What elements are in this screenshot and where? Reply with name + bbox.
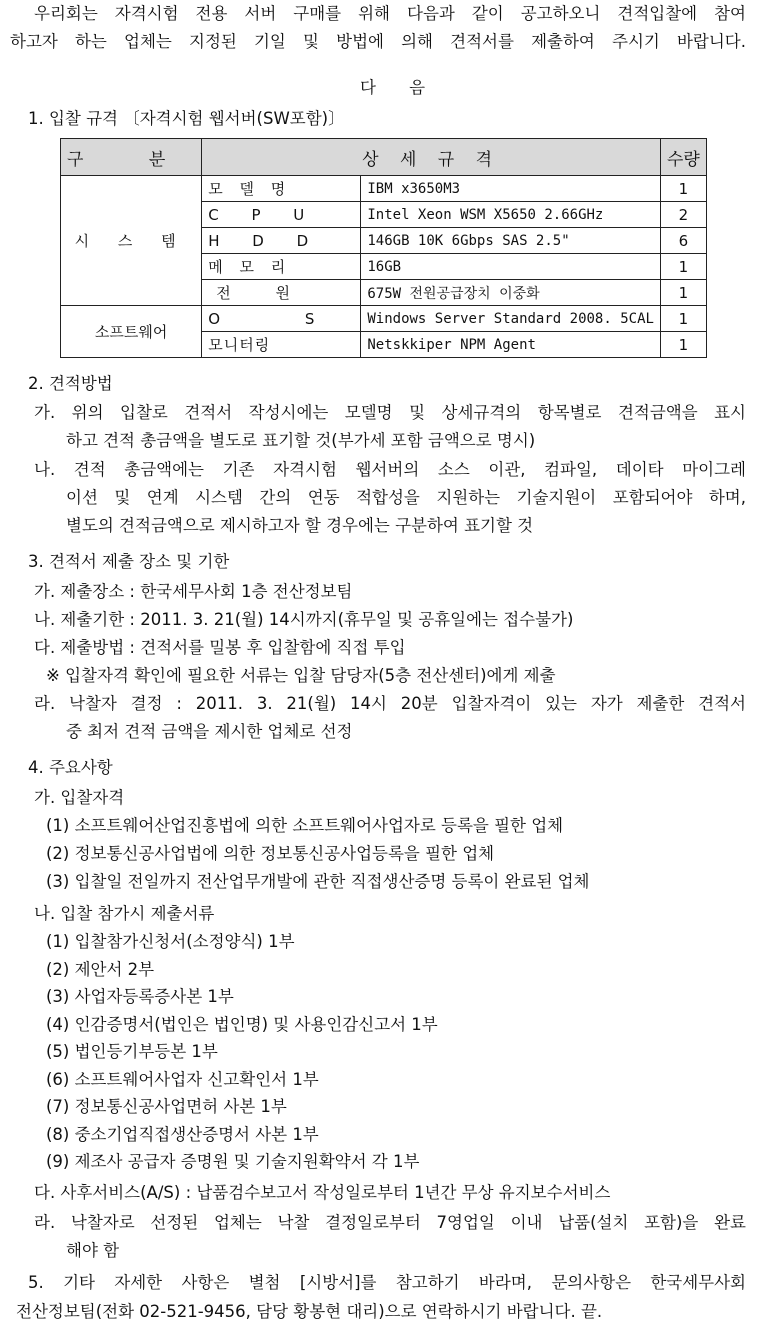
- sec5-line-2: 전산정보팀(전화 02-521-9456, 담당 황봉현 대리)으로 연락하시기 바랍니다. 끝.: [16, 1302, 603, 1321]
- spec-value: IBM x3650M3: [361, 176, 661, 202]
- sec3-line-da: 다. 제출방법 : 견적서를 밀봉 후 입찰함에 직접 투입: [34, 638, 406, 657]
- spec-value: 675W 전원공급장치 이중화: [361, 280, 661, 306]
- da-eum-heading: 다 음: [360, 78, 440, 97]
- qty-value: 1: [660, 306, 706, 332]
- spec-table: [60, 138, 707, 358]
- table-row: [61, 306, 707, 332]
- header-qty: 수량: [660, 139, 706, 176]
- qty-value: 1: [660, 332, 706, 358]
- sec4-na-item: (5) 법인등기부등본 1부: [46, 1042, 218, 1061]
- spec-value: Intel Xeon WSM X5650 2.66GHz: [361, 202, 661, 228]
- sec2-na-line-3: 별도의 견적금액으로 제시하고자 할 경우에는 구분하여 표기할 것: [66, 516, 534, 535]
- spec-value: Netskkiper NPM Agent: [361, 332, 661, 358]
- section-1-title: 1. 입찰 규격 〔자격시험 웹서버(SW포함)〕: [28, 109, 345, 128]
- header-spec: 상 세 규 격: [202, 139, 661, 176]
- sec4-ra-line-2: 해야 함: [66, 1241, 120, 1260]
- sec3-note: ※ 입찰자격 확인에 필요한 서류는 입찰 담당자(5층 전산센터)에게 제출: [46, 666, 556, 685]
- sec4-ra-line-1: 라. 낙찰자로 선정된 업체는 낙찰 결정일로부터 7영업일 이내 납품(설치 포함)을 완료: [34, 1213, 746, 1232]
- spec-value: 146GB 10K 6Gbps SAS 2.5": [361, 228, 661, 254]
- sec4-ga-item: (3) 입찰일 전일까지 전산업무개발에 관한 직접생산증명 등록이 완료된 업체: [46, 872, 590, 891]
- sec3-ra-line-1: 라. 낙찰자 결정 : 2011. 3. 21(월) 14시 20분 입찰자격이 있는 자가 제출한 견적서: [34, 694, 746, 713]
- section-3-title: 3. 견적서 제출 장소 및 기한: [28, 552, 230, 571]
- spec-value: Windows Server Standard 2008. 5CAL: [361, 306, 661, 332]
- sec4-ga-title: 가. 입찰자격: [34, 788, 125, 807]
- qty-value: 2: [660, 202, 706, 228]
- item-label: O S: [202, 306, 361, 332]
- sec4-na-item: (3) 사업자등록증사본 1부: [46, 987, 234, 1006]
- item-label: H D D: [202, 228, 361, 254]
- intro-line-1: 우리회는 자격시험 전용 서버 구매를 위해 다음과 같이 공고하오니 견적입찰에 참여: [34, 4, 746, 23]
- section-4-title: 4. 주요사항: [28, 758, 113, 777]
- sec2-ga-line-2: 하고 견적 총금액을 별도로 표기할 것(부가세 포함 금액으로 명시): [66, 431, 536, 450]
- sec4-na-item: (2) 제안서 2부: [46, 960, 155, 979]
- sec4-na-item: (7) 정보통신공사업면허 사본 1부: [46, 1097, 287, 1116]
- sec4-da: 다. 사후서비스(A/S) : 납품검수보고서 작성일로부터 1년간 무상 유지보수서비스: [34, 1183, 611, 1202]
- table-header-row: [61, 139, 707, 176]
- table-row: [61, 176, 707, 202]
- category-system: 시 스 템: [61, 176, 202, 306]
- sec5-line-1: 5. 기타 자세한 사항은 별첨 [시방서]를 참고하기 바라며, 문의사항은 한국세무사회: [28, 1273, 746, 1292]
- sec4-na-item: (4) 인감증명서(법인은 법인명) 및 사용인감신고서 1부: [46, 1015, 438, 1034]
- sec4-na-item: (6) 소프트웨어사업자 신고확인서 1부: [46, 1070, 319, 1089]
- intro-line-2: 하고자 하는 업체는 지정된 기일 및 방법에 의해 견적서를 제출하여 주시기 바랍니다.: [10, 32, 746, 51]
- qty-value: 6: [660, 228, 706, 254]
- sec4-ga-item: (1) 소프트웨어산업진흥법에 의한 소프트웨어사업자로 등록을 필한 업체: [46, 816, 564, 835]
- sec3-line-na: 나. 제출기한 : 2011. 3. 21(월) 14시까지(휴무일 및 공휴일에는 접수불가): [34, 610, 574, 629]
- section-2-title: 2. 견적방법: [28, 374, 113, 393]
- sec2-na-line-1: 나. 견적 총금액에는 기존 자격시험 웹서버의 소스 이관, 컴파일, 데이타 마이그레: [34, 460, 746, 479]
- sec3-line-ga: 가. 제출장소 : 한국세무사회 1층 전산정보팀: [34, 582, 353, 601]
- header-category: 구 분: [61, 139, 202, 176]
- item-label: 모 델 명: [202, 176, 361, 202]
- sec4-na-item: (1) 입찰참가신청서(소정양식) 1부: [46, 932, 295, 951]
- sec4-na-title: 나. 입찰 참가시 제출서류: [34, 904, 215, 923]
- sec2-ga-line-1: 가. 위의 입찰로 견적서 작성시에는 모델명 및 상세규격의 항목별로 견적금액을 표시: [34, 403, 746, 422]
- sec4-na-item: (9) 제조사 공급자 증명원 및 기술지원확약서 각 1부: [46, 1152, 420, 1171]
- item-label: 메 모 리: [202, 254, 361, 280]
- sec4-ga-item: (2) 정보통신공사업법에 의한 정보통신공사업등록을 필한 업체: [46, 844, 495, 863]
- item-label: C P U: [202, 202, 361, 228]
- category-software: 소프트웨어: [61, 306, 202, 358]
- sec4-na-item: (8) 중소기업직접생산증명서 사본 1부: [46, 1125, 319, 1144]
- spec-value: 16GB: [361, 254, 661, 280]
- sec2-na-line-2: 이션 및 연계 시스템 간의 연동 적합성을 지원하는 기술지원이 포함되어야 하며,: [66, 488, 746, 507]
- qty-value: 1: [660, 280, 706, 306]
- qty-value: 1: [660, 254, 706, 280]
- item-label: 모니터링: [202, 332, 361, 358]
- item-label: 전 원: [202, 280, 361, 306]
- qty-value: 1: [660, 176, 706, 202]
- sec3-ra-line-2: 중 최저 견적 금액을 제시한 업체로 선정: [66, 722, 353, 741]
